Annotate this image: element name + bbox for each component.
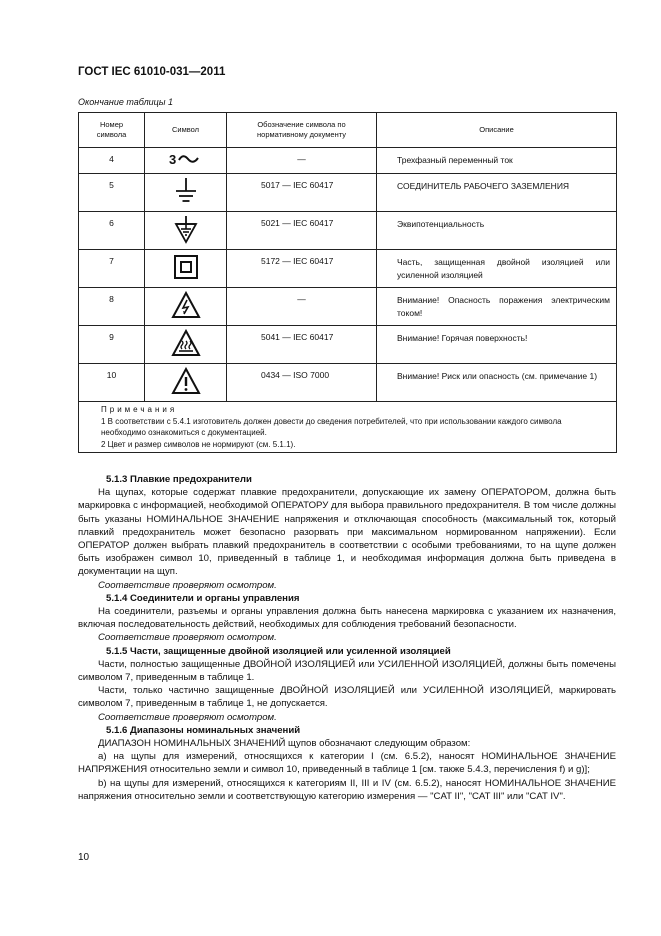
header-description: Описание bbox=[377, 113, 617, 148]
section-5-1-4-text: На соединители, разъемы и органы управления должна быть нанесена маркировка с указанием их назначения, включая последовательность действий, необходимых для соблюдения требований безопасности. bbox=[78, 606, 616, 631]
body-text bbox=[78, 473, 616, 803]
row-description: СОЕДИНИТЕЛЬ РАБОЧЕГО ЗАЗЕМЛЕНИЯ bbox=[377, 174, 617, 212]
section-5-1-3-check: Соответствие проверяют осмотром. bbox=[98, 579, 277, 591]
notes-title: Примечания bbox=[101, 405, 178, 414]
row-reference: 5021 — IEC 60417 bbox=[227, 212, 377, 250]
section-5-1-6-item-b: b) на щупы для измерений, относящихся к категориям II, III и IV (см. 6.5.2), наносят НОМИНАЛЬНОЕ ЗНАЧЕНИЕ напряжения относительно земли и соответствующую категорию измерения — "CAT II", "CAT III" или "CAT IV". bbox=[78, 777, 616, 802]
general-warning-icon bbox=[145, 364, 227, 402]
row-number: 8 bbox=[79, 288, 145, 326]
section-5-1-5-text-2: Части, только частично защищенные ДВОЙНОЙ ИЗОЛЯЦИЕЙ или УСИЛЕННОЙ ИЗОЛЯЦИЕЙ, маркировать символом 7, приведенным в таблице 1, не допускается. bbox=[78, 685, 616, 710]
row-description: Внимание! Опасность поражения электрическим током! bbox=[377, 288, 617, 326]
row-number: 9 bbox=[79, 326, 145, 364]
table-notes bbox=[79, 402, 617, 453]
electric-shock-warning-icon bbox=[145, 288, 227, 326]
row-reference: — bbox=[227, 148, 377, 174]
section-5-1-4-title: 5.1.4 Соединители и органы управления bbox=[106, 592, 300, 604]
document-header: ГОСТ IEC 61010-031—2011 bbox=[78, 66, 226, 78]
row-description: Трехфазный переменный ток bbox=[377, 148, 617, 174]
header-symbol: Символ bbox=[145, 113, 227, 148]
table-row bbox=[79, 364, 617, 402]
section-5-1-6-title: 5.1.6 Диапазоны номинальных значений bbox=[106, 724, 301, 736]
table-notes-row bbox=[79, 402, 617, 453]
section-5-1-5-check: Соответствие проверяют осмотром. bbox=[98, 711, 277, 723]
section-5-1-3-title: 5.1.3 Плавкие предохранители bbox=[106, 474, 252, 485]
section-5-1-5-text-1: Части, полностью защищенные ДВОЙНОЙ ИЗОЛЯЦИЕЙ или УСИЛЕННОЙ ИЗОЛЯЦИЕЙ, должны быть помечены символом 7, приведенным в таблице 1. bbox=[78, 658, 616, 684]
section-5-1-3-text: На щупах, которые содержат плавкие предохранители, допускающие их замену ОПЕРАТОРОМ, должна быть маркировка с информацией, необходимой ОПЕРАТОРУ для выбора правильного предохранителя. В том числе должны быть указаны НОМИНАЛЬНОЕ ЗНАЧЕНИЕ напряжения и отключающая способность (максимальный ток, который плавкий предохранитель может безопасно разорвать при максимальном нормированном напряжении). Если ОПЕРАТОР должен выбрать плавкий предохранитель в соответствии с особыми требованиями, то на щупе должен быть изображен символ 10, приведенный в таблице 1, и необходимая информация должна быть приведена в документации на щуп. bbox=[78, 487, 616, 578]
header-reference: Обозначение символа по нормативному документу bbox=[227, 113, 377, 148]
section-5-1-6-text: ДИАПАЗОН НОМИНАЛЬНЫХ ЗНАЧЕНИЙ щупов обозначают следующим образом: bbox=[98, 738, 471, 750]
page-number: 10 bbox=[78, 852, 90, 863]
section-5-1-6-item-a: а) на щупы для измерений, относящихся к категории I (см. 6.5.2), наносят НОМИНАЛЬНОЕ ЗНАЧЕНИЕ НАПРЯЖЕНИЯ относительно земли и символ 10, приведенный в таблице 1 [см. также 5.4.3, перечисления f) и g)]; bbox=[78, 751, 616, 776]
row-reference: 5041 — IEC 60417 bbox=[227, 326, 377, 364]
table-row bbox=[79, 212, 617, 250]
three-phase-ac-icon bbox=[145, 148, 227, 174]
three-phase-digit: 3 bbox=[168, 152, 176, 167]
row-reference: 5172 — IEC 60417 bbox=[227, 250, 377, 288]
row-number: 7 bbox=[79, 250, 145, 288]
section-5-1-4-check: Соответствие проверяют осмотром. bbox=[98, 632, 277, 644]
row-number: 6 bbox=[79, 212, 145, 250]
header-number: Номер символа bbox=[79, 113, 145, 148]
table-header-row bbox=[79, 113, 617, 148]
row-number: 10 bbox=[79, 364, 145, 402]
note-item: 2 Цвет и размер символов не нормируют (см. 5.1.1). bbox=[101, 439, 296, 449]
row-description: Внимание! Горячая поверхность! bbox=[377, 326, 617, 364]
row-reference: 5017 — IEC 60417 bbox=[227, 174, 377, 212]
table-row bbox=[79, 288, 617, 326]
hot-surface-warning-icon bbox=[145, 326, 227, 364]
table-row bbox=[79, 250, 617, 288]
row-description: Часть, защищенная двойной изоляцией или усиленной изоляцией bbox=[377, 250, 617, 288]
row-reference: 0434 — ISO 7000 bbox=[227, 364, 377, 402]
row-description: Эквипотенциальность bbox=[377, 212, 617, 250]
note-item: 1 В соответствии с 5.4.1 изготовитель должен довести до сведения потребителей, что при использовании каждого символа необходимо ознакомиться с документацией. bbox=[101, 416, 562, 438]
section-5-1-5-title: 5.1.5 Части, защищенные двойной изоляцией или усиленной изоляцией bbox=[106, 645, 451, 657]
row-description: Внимание! Риск или опасность (см. примечание 1) bbox=[377, 364, 617, 402]
row-number: 4 bbox=[79, 148, 145, 174]
table-row bbox=[79, 148, 617, 174]
double-insulation-icon bbox=[145, 250, 227, 288]
protective-earth-icon bbox=[145, 174, 227, 212]
row-number: 5 bbox=[79, 174, 145, 212]
equipotential-icon bbox=[145, 212, 227, 250]
table-caption: Окончание таблицы 1 bbox=[78, 97, 173, 107]
table-row bbox=[79, 326, 617, 364]
symbols-table bbox=[78, 112, 617, 453]
row-reference: — bbox=[227, 288, 377, 326]
table-row bbox=[79, 174, 617, 212]
